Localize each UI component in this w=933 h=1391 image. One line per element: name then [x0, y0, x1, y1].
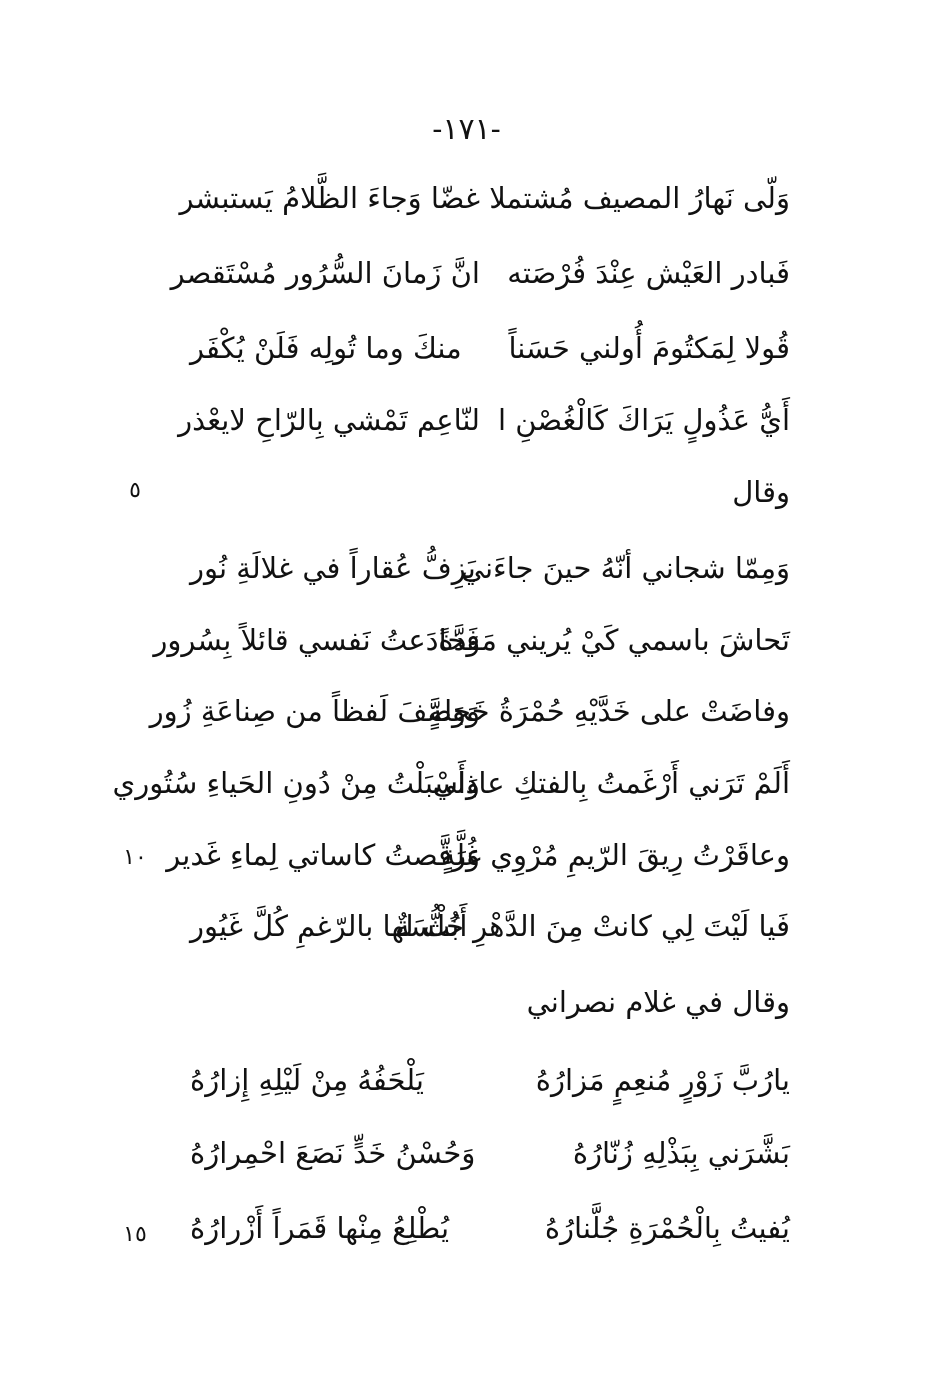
first-hemistich: فَيا لَيْتَ لِي كانتْ مِنَ الدَّهْرِ خُلْسَةٌ [395, 909, 790, 943]
verse-row [190, 320, 790, 376]
verse-row [166, 827, 790, 883]
line-number-marker: ١٥ [123, 1222, 147, 1247]
second-hemistich: غضّا وَجاءَ الظَّلامُ يَستبشر [179, 181, 480, 215]
verse-row [178, 392, 790, 448]
page-number: -١٧١- [432, 112, 501, 147]
second-hemistich: يَلْحَفُهُ مِنْ لَيْلِهِ إِزارُهُ [190, 1063, 424, 1097]
first-hemistich: أَلَمْ تَرَني أَرْغَمتُ بِالفتكِ عاذِلي [432, 766, 790, 800]
first-hemistich: أَيُّ عَذُولٍ يَرَاكَ كَالْغُصْنِ ا [497, 403, 790, 437]
verse-row [170, 245, 790, 301]
first-hemistich: وَمِمّا شجاني أنّهُ حينَ جاءَني [460, 551, 790, 585]
verse-row [149, 683, 790, 739]
line-number-marker: ١٠ [123, 845, 147, 870]
first-hemistich: وعاقَرْتُ رِيقَ الرّيمِ مُرْوِي غُلَّةٍ [440, 838, 790, 872]
first-hemistich: تَحاشَ باسمي كَيْ يُريني مَوَدَّةً [438, 623, 790, 657]
verse-row [112, 755, 790, 811]
second-hemistich: وَأَسْبَلْتُ مِنْ دُونِ الحَياءِ سُتُوري [112, 766, 480, 800]
second-hemistich: منكَ وما تُولِه فَلَنْ يُكْفَر [190, 331, 462, 365]
first-hemistich: بَشَّرَني بِبَذْلِهِ زُنّارُهُ [572, 1136, 790, 1170]
section-heading: وقال في غلام نصراني [526, 985, 790, 1019]
first-hemistich: فَبادر العَيْش عِنْدَ فُرْصَته [507, 256, 790, 290]
section-heading: وقال [732, 475, 790, 509]
second-hemistich: يَزِفُّ عُقاراً في غلالَةِ نُور [190, 551, 476, 585]
verse-row [190, 898, 790, 954]
second-hemistich: فَخادَعتُ نَفسي قائلاً بِسُرور [153, 623, 480, 657]
verse-row [179, 170, 790, 226]
second-hemistich: وَرَقَّصتُ كاساتي لِماءِ غَدير [166, 838, 480, 872]
verse-row [190, 1125, 790, 1181]
verse-row [190, 1052, 790, 1108]
line-number-marker: ٥ [129, 478, 141, 503]
second-hemistich: أَبُثُّ لها بالرّغمِ كُلَّ غَيُور [190, 909, 468, 943]
first-hemistich: قُولا لِمَكتُومَ أُولني حَسَناً [508, 331, 790, 365]
first-hemistich: وفاضَتْ على خَدَّيْهِ حُمْرَةُ خَجلةٍ [427, 694, 790, 728]
verse-row [153, 612, 790, 668]
second-hemistich: وَوَصَّفَ لَفظاً من صِناعَةِ زُور [149, 694, 480, 728]
verse-row [190, 1200, 790, 1256]
verse-row [190, 540, 790, 596]
second-hemistich: لنّاعِم تَمْشي بِالرّاحِ لايعْذر [178, 403, 480, 437]
first-hemistich: يارُبَّ زَوْرٍ مُنعِمٍ مَزارُهُ [535, 1063, 790, 1097]
second-hemistich: وَحُسْنُ خَدٍّ نَصَعَ احْمِرارُهُ [190, 1136, 476, 1170]
second-hemistich: يُطْلِعُ مِنْها قَمَراً أَزْرارُهُ [190, 1211, 450, 1245]
first-hemistich: يُفيتُ بِالْحُمْرَةِ جُلَّنارُهُ [544, 1211, 790, 1245]
second-hemistich: انَّ زَمانَ السُّرُور مُسْتَقصر [170, 256, 480, 290]
first-hemistich: وَلّى نَهارُ المصيف مُشتملا [489, 181, 790, 215]
